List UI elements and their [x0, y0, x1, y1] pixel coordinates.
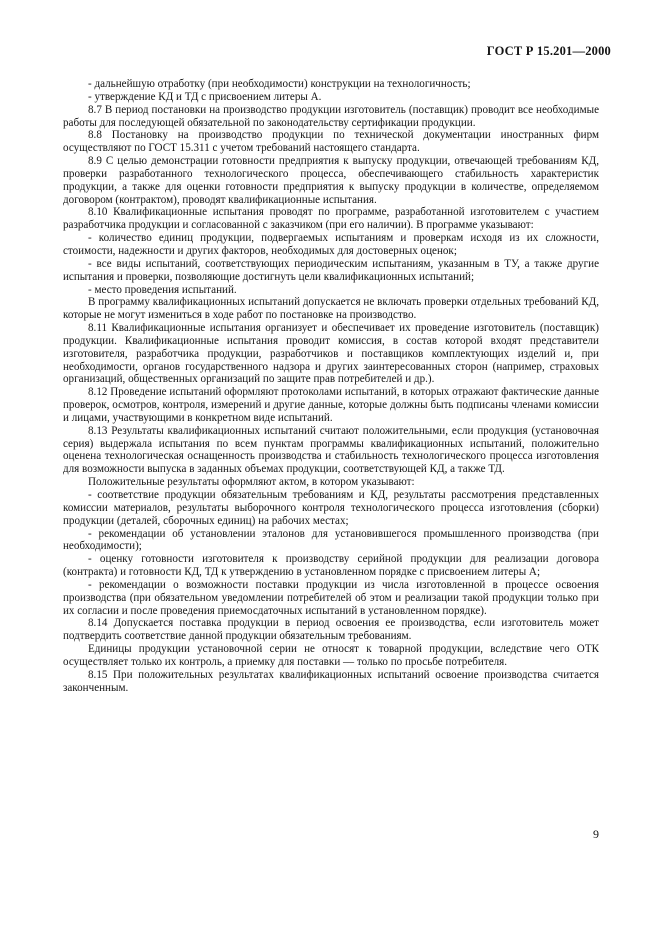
paragraph: 8.12 Проведение испытаний оформляют протоколами испытаний, в которых отражают фактические данные проверок, осмотров, контроля, измерений и другие данные, которые должны быть подписаны членами комиссии и лицами, участвующими в конкретном виде испытаний.	[63, 386, 599, 424]
paragraph: - соответствие продукции обязательным требованиям и КД, результаты рассмотрения представленных комиссии материалов, результаты выборочного контроля технологического процесса изготовления (сборки) продукции (деталей, сборочных единиц) на рабочих местах;	[63, 489, 599, 527]
paragraph: - рекомендации о возможности поставки продукции из числа изготовленной в процессе освоения производства (при обязательном уведомлении потребителей об этом и реализации такой продукции только при их согласии и после проведения приемосдаточных испытаний в установленном порядке).	[63, 578, 599, 617]
paragraph: 8.7 В период постановки на производство продукции изготовитель (поставщик) проводит все необходимые работы для последующей обязательной по законодательству сертификации продукции.	[63, 103, 599, 129]
paragraph: - утверждение КД и ТД с присвоением литеры А.	[88, 90, 322, 103]
standard-header: ГОСТ Р 15.201—2000	[486, 44, 611, 58]
paragraph: 8.13 Результаты квалификационных испытаний считают положительными, если продукция (установочная серия) выдержала испытания по всем пунктам программы квалификационных испытаний, положительно оценена технологическая оснащенность производства и стабильность технологического процесса изготовления для возможности выпуска в заданных объемах продукции, соответствующей КД, а также ТД.	[63, 424, 599, 476]
paragraph: - рекомендации об установлении эталонов для установившегося промышленного производства (при необходимости);	[63, 527, 599, 553]
paragraph: 8.10 Квалификационные испытания проводят по программе, разработанной изготовителем с участием разработчика продукции и согласованной с заказчиком (при его наличии). В программе указывают:	[63, 206, 599, 232]
paragraph: - количество единиц продукции, подвергаемых испытаниям и проверкам исходя из их сложности, стоимости, надежности и других факторов, необходимых для достоверных оценок;	[63, 232, 599, 257]
paragraph: - все виды испытаний, соответствующих периодическим испытаниям, указанным в ТУ, а также другие испытания и проверки, позволяющие достигнуть цели квалификационных испытаний;	[63, 257, 599, 283]
page-number: 9	[593, 827, 599, 841]
paragraph: 8.11 Квалификационные испытания организует и обеспечивает их проведение изготовитель (поставщик) продукции. Квалификационные испытания проводит комиссия, в состав которой входят представители изготовителя, разработчика продукции, разработчиков и поставщиков комплектующих изделий и, при необходимости, органов государственного надзора и других заинтересованных сторон (например, страховых организаций, общественных организаций по защите прав потребителей и др.).	[63, 322, 599, 386]
paragraph: 8.14 Допускается поставка продукции в период освоения ее производства, если изготовитель может подтвердить соответствие данной продукции обязательным требованиям.	[63, 617, 599, 643]
document-body	[63, 78, 599, 695]
paragraph: - место проведения испытаний.	[88, 283, 237, 296]
paragraph: - дальнейшую отработку (при необходимости) конструкции на технологичность;	[88, 78, 471, 90]
paragraph: - оценку готовности изготовителя к производству серийной продукции для реализации договора (контракта) и готовности КД, ТД к утверждению в установленном порядке с присвоением литеры А;	[63, 553, 599, 579]
paragraph: 8.8 Постановку на производство продукции по технической документации иностранных фирм осуществляют по ГОСТ 15.311 с учетом требований настоящего стандарта.	[63, 129, 599, 155]
paragraph: Единицы продукции установочной серии не относят к товарной продукции, вследствие чего ОТК осуществляет только их контроль, а приемку для поставки — только по просьбе потребителя.	[63, 643, 599, 668]
paragraph: В программу квалификационных испытаний допускается не включать проверки отдельных требований КД, которые не могут измениться в ходе работ по постановке на производство.	[63, 296, 599, 322]
paragraph: 8.15 При положительных результатах квалификационных испытаний освоение производства считается законченным.	[63, 668, 599, 694]
paragraph: 8.9 С целью демонстрации готовности предприятия к выпуску продукции, отвечающей требованиям КД, проверки разработанного технологического процесса, обеспечивающего стабильность характеристик продукции, а также для оценки готовности предприятия к выпуску продукции в количестве, определяемом договором (контрактом), проводят квалификационные испытания.	[63, 155, 599, 206]
paragraph: Положительные результаты оформляют актом, в котором указывают:	[88, 476, 415, 489]
